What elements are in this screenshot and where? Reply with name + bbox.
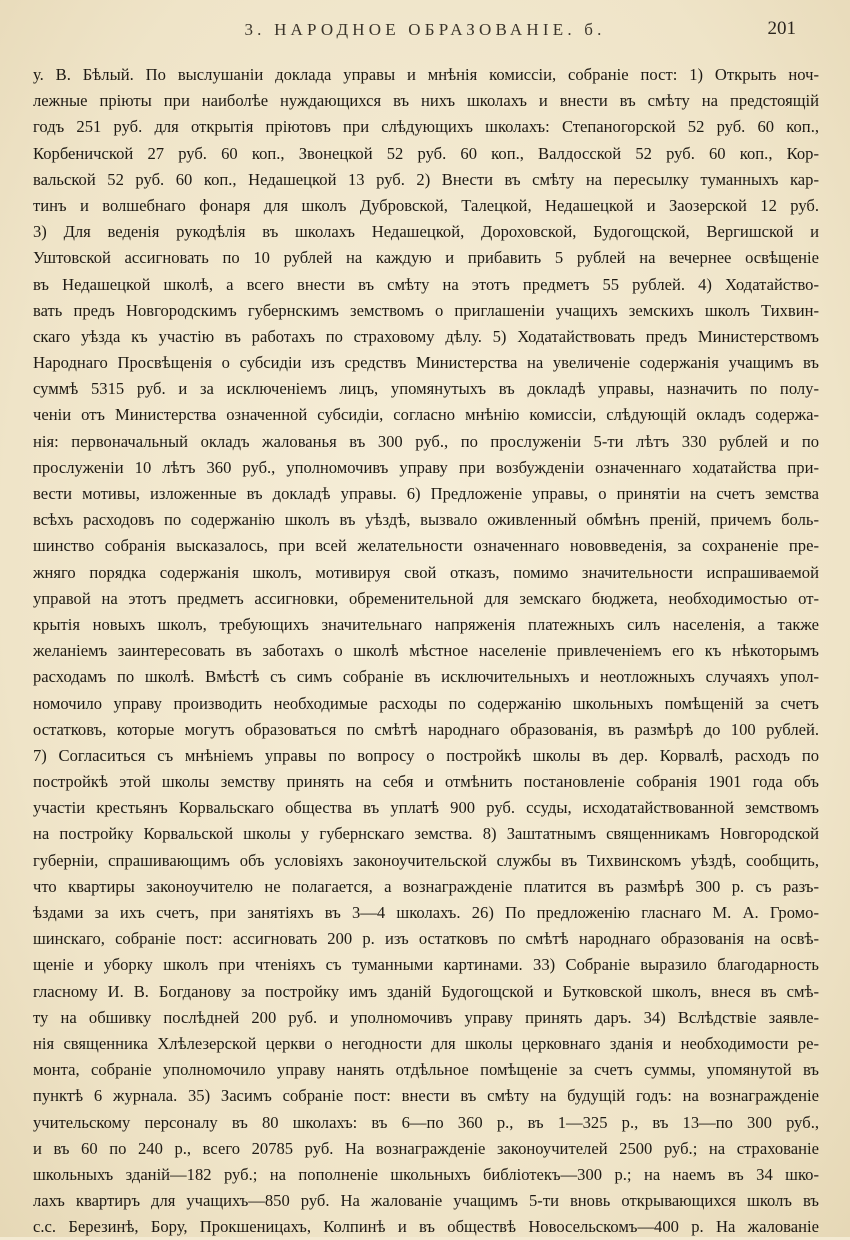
- text-line: номочило управу производить необходимые расходы по содержанiю школьныхъ помѣщенiй за счетъ: [33, 693, 819, 713]
- text-line: гласному И. В. Богданову за постройку имъ зданiй Будогощской и Бутковской школъ, внеся въ смѣ-: [33, 981, 819, 1001]
- text-line: желанiемъ заинтересовать въ заботахъ о школѣ мѣстное населенiе привлеченiемъ его къ нѣкоторымъ: [33, 641, 819, 661]
- text-line: вести мотивы, изложенные въ докладѣ управы. 6) Предложенiе управы, о принятiи на счетъ земства: [33, 484, 819, 503]
- text-line: тинъ и волшебнаго фонаря для школъ Дубровской, Талецкой, Недашецкой и Заозерской 12 руб.: [33, 195, 819, 215]
- text-line: остатковъ, которые могутъ образоваться по смѣтѣ народнаго образованiя, въ размѣрѣ до 100 рублей.: [33, 719, 819, 739]
- text-line: Корбеничской 27 руб. 60 коп., Звонецкой 52 руб. 60 коп., Валдосской 52 руб. 60 коп., Кор-: [33, 143, 819, 163]
- text-line: у. В. Бѣлый. По выслушанiи доклада управы и мнѣнiя комиссiи, собранiе пост: 1) Открыть ноч-: [33, 65, 819, 84]
- text-line: нiя: первоначальный окладъ жалованья въ 300 руб., по прослуженiи 5-ти лѣтъ 330 рублей и по: [33, 431, 819, 451]
- text-line: вальской 52 руб. 60 коп., Недашецкой 13 руб. 2) Внести въ смѣту на пересылку туманныхъ кар-: [33, 169, 819, 189]
- text-line: управой на этотъ предметъ ассигновки, обременительной для земскаго бюджета, необходимостью от-: [33, 588, 819, 608]
- text-line: суммѣ 5315 руб. и за исключенiемъ лицъ, упомянутыхъ въ докладѣ управы, назначить по полу-: [33, 379, 819, 399]
- text-line: участiи крестьянъ Корвальскаго общества въ уплатѣ 900 руб. ссуды, исходатайствованной земствомъ: [33, 798, 819, 818]
- text-line: ченiи отъ Министерства означенной субсидiи, согласно мнѣнiю комиссiи, слѣдующiй окладъ содержа-: [33, 405, 819, 425]
- text-line: жняго порядка содержанiя школъ, мотивируя свой отказъ, помимо значительности испрашиваемой: [33, 562, 819, 582]
- body-text: [33, 62, 819, 1240]
- text-line: с.с. Березинѣ, Бору, Прокшеницахъ, Колпинѣ и въ обществѣ Новосельскомъ—400 р. На жалованiе: [33, 1217, 819, 1237]
- text-line: постройкѣ этой школы земству принять на себя и отмѣнить постановленiе собранiя 1901 года объ: [33, 772, 819, 792]
- text-line: ту на обшивку послѣдней 200 руб. и уполномочивъ управу принять даръ. 34) Вслѣдствiе заявле-: [33, 1007, 819, 1027]
- text-line: лахъ квартиръ для учащихъ—850 руб. На жалованiе учащимъ 5-ти вновь открывающихся школъ въ: [33, 1191, 819, 1211]
- text-line: 3) Для веденiя рукодѣлiя въ школахъ Недашецкой, Дороховской, Будогощской, Вергишской и: [33, 222, 819, 242]
- text-line: въ Недашецкой школѣ, а всего внести въ смѣту на этотъ предметъ 55 рублей. 4) Ходатайство-: [33, 274, 819, 294]
- text-line: всѣхъ расходовъ по содержанiю школъ въ уѣздѣ, вызвало оживленный обмѣнъ пренiй, причемъ боль-: [33, 510, 819, 530]
- page-number: 201: [767, 18, 796, 39]
- text-line: что квартиры законоучителю не полагается, а вознагражденiе платится въ размѣрѣ 300 р. съ разъ-: [33, 876, 819, 896]
- text-line: на постройку Корвальской школы у губернскаго земства. 8) Заштатнымъ священникамъ Новгородской: [33, 824, 819, 844]
- text-line: скаго уѣзда къ участiю въ работахъ по страховому дѣлу. 5) Ходатайствовать предъ Министерствомъ: [33, 326, 819, 346]
- text-line: шинскаго, собранiе пост: ассигновать 200 р. изъ остатковъ по смѣтѣ народнаго образованiя на освѣ-: [33, 929, 819, 949]
- text-line: 7) Согласиться съ мнѣнiемъ управы по вопросу о постройкѣ школы въ дер. Корвалѣ, расходъ по: [33, 745, 819, 765]
- text-line: Уштовской ассигновать по 10 рублей на каждую и прибавить 5 рублей на вечернее освѣщенiе: [33, 248, 819, 268]
- text-line: шинство собранiя высказалось, при всей желательности означеннаго нововведенiя, за сохраненiе пре-: [33, 536, 819, 556]
- text-line: школьныхъ зданiй—182 руб.; на пополненiе школьныхъ библiотекъ—300 р.; на наемъ въ 34 шко-: [33, 1164, 819, 1184]
- text-line: крытiя новыхъ школъ, требующихъ значительнаго напряженiя платежныхъ силъ населенiя, а также: [33, 614, 819, 634]
- text-line: монта, собранiе уполномочило управу нанять отдѣльное помѣщенiе за счетъ суммы, упомянутой въ: [33, 1060, 819, 1080]
- text-line: щенiе и уборку школъ при чтенiяхъ съ туманными картинами. 33) Собранiе выразило благодарность: [33, 955, 819, 975]
- text-line: лежные прiюты при наиболѣе нуждающихся въ нихъ школахъ и внести въ смѣту на предстоящiй: [33, 91, 819, 111]
- text-line: пунктѣ 6 журнала. 35) Засимъ собранiе пост: внести въ смѣту на будущiй годъ: на вознагражденiе: [33, 1086, 819, 1106]
- text-line: расходамъ по школѣ. Вмѣстѣ съ симъ собранiе въ исключительныхъ и неотложныхъ случаяхъ упол-: [33, 667, 819, 687]
- text-line: вать предъ Новгородскимъ губернскимъ земствомъ о приглашенiи учащихъ земскихъ школъ Тихвин-: [33, 300, 819, 320]
- text-line: и въ 60 по 240 р., всего 20785 руб. На вознагражденiе законоучителей 2500 руб.; на страхованiе: [33, 1138, 819, 1158]
- text-line: прослуженiи 10 лѣтъ 360 руб., уполномочивъ управу при возбужденiи означеннаго ходатайства при-: [33, 457, 819, 477]
- text-line: нiя священника Хлѣлезерской церкви о негодности для школы церковнаго зданiя и необходимости ре-: [33, 1033, 819, 1053]
- text-line: губернiи, спрашивающимъ объ условiяхъ законоучительской службы въ Тихвинскомъ уѣздѣ, сообщить,: [33, 850, 819, 870]
- text-line: учительскому персоналу въ 80 школахъ: въ 6—по 360 р., въ 1—325 р., въ 13—по 300 руб.,: [33, 1112, 819, 1132]
- text-line: годъ 251 руб. для открытiя прiютовъ при слѣдующихъ школахъ: Степаногорской 52 руб. 60 коп.,: [33, 117, 819, 137]
- text-line: ѣздами за ихъ счетъ, при занятiяхъ въ 3—4 школахъ. 26) По предложенiю гласнаго М. А. Громо-: [33, 903, 819, 922]
- text-line: Народнаго Просвѣщенiя о субсидiи изъ средствъ Министерства на увеличенiе содержанiя учащимъ въ: [33, 353, 819, 373]
- running-head: 3. НАРОДНОЕ ОБРАЗОВАНIЕ. б.: [244, 20, 606, 39]
- page-header: [36, 14, 814, 46]
